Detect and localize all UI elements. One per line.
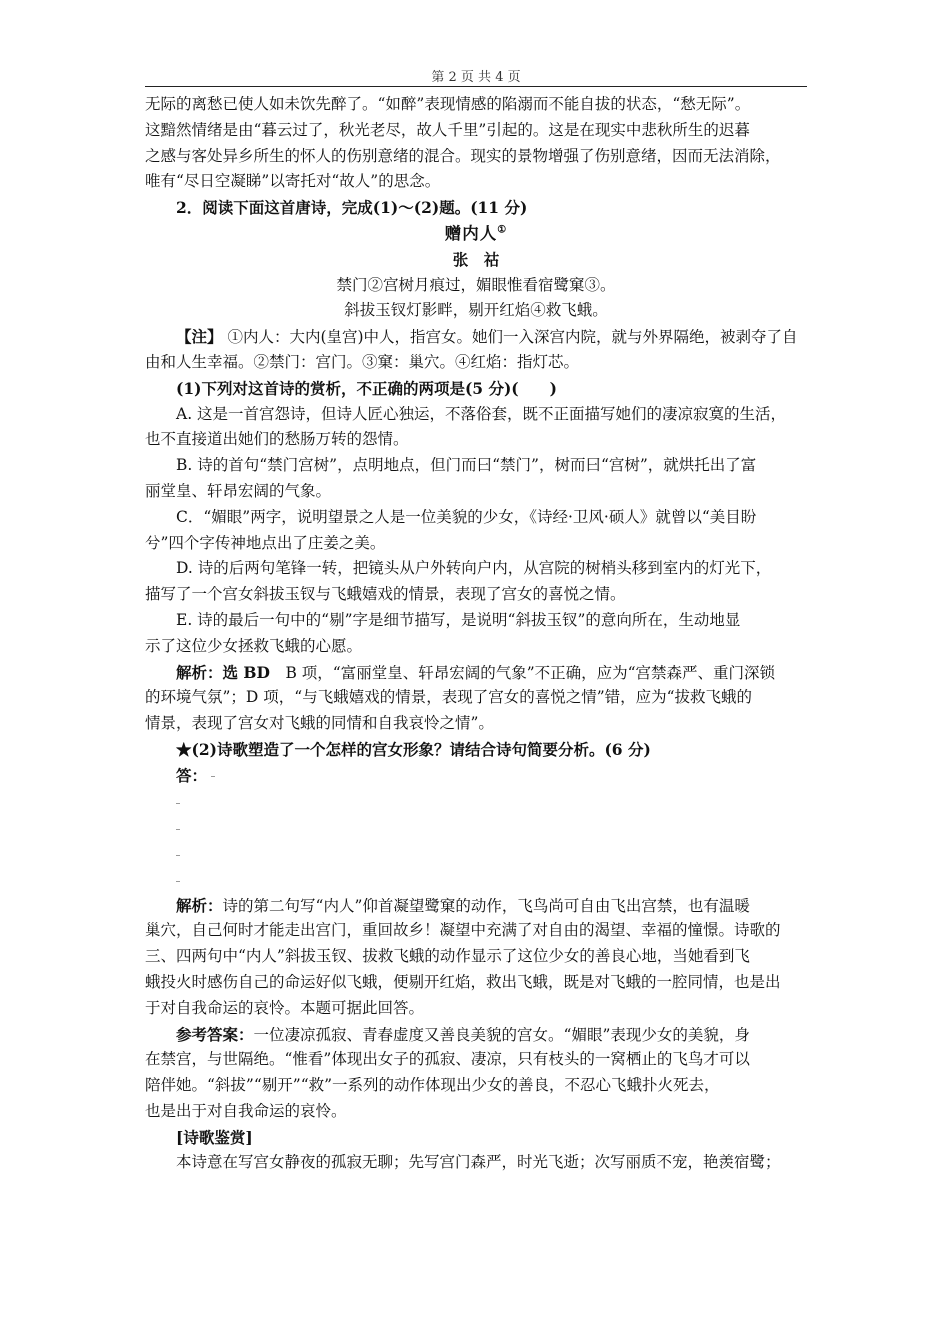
page-header: 第 2 页 共 4 页 xyxy=(431,70,521,85)
reference-answer xyxy=(145,1022,807,1048)
poem-title-footnote: ① xyxy=(497,224,508,236)
analysis-2-cont: 于对自我命运的哀怜。本题可据此回答。 xyxy=(145,998,425,1017)
text-line: 这黯然情绪是由“暮云过了，秋光老尽，故人千里”引起的。这是在现实中悲秋所生的迟暮 xyxy=(145,120,750,139)
analysis-2 xyxy=(145,893,807,919)
option-a: A. 这是一首宫怨诗，但诗人匠心独运，不落俗套，既不正面描写她们的凄凉寂寞的生活， xyxy=(176,404,787,423)
appreciation-heading: [诗歌鉴赏] xyxy=(176,1127,253,1147)
option-c-cont: 兮”四个字传神地点出了庄姜之美。 xyxy=(145,533,386,552)
document-body xyxy=(145,92,807,1176)
option-a-cont: 也不直接道出她们的愁肠万转的怨情。 xyxy=(145,430,409,449)
option-b-cont: 丽堂皇、轩昂宏阔的气象。 xyxy=(145,481,332,500)
option-e: E. 诗的最后一句中的“剔”字是细节描写，是说明“斜拔玉钗”的意向所在，生动地显 xyxy=(176,610,741,629)
reference-cont: 也是出于对自我命运的哀怜。 xyxy=(145,1101,347,1120)
answer-blank-mark xyxy=(211,776,215,777)
option-e-cont: 示了这位少女拯救飞蛾的心愿。 xyxy=(145,636,363,655)
note-line xyxy=(145,324,807,350)
reference-text: 一位凄凉孤寂、青春虚度又善良美貌的宫女。“媚眼”表现少女的美貌，身 xyxy=(253,1025,750,1044)
poem-line: 斜拔玉钗灯影畔，剔开红焰④救飞蛾。 xyxy=(344,301,608,320)
option-d-cont: 描写了一个宫女斜拔玉钗与飞蛾嬉戏的情景，表现了宫女的喜悦之情。 xyxy=(145,585,626,604)
analysis-text: B 项，“富丽堂皇、轩昂宏阔的气象”不正确，应为“宫禁森严、重门深锁 xyxy=(269,663,776,682)
answer-line xyxy=(145,763,807,789)
appreciation-text: 本诗意在写宫女静夜的孤寂无聊；先写宫门森严，时光飞逝；次写丽质不宠，艳羡宿鹭； xyxy=(176,1153,781,1172)
sub-question-2: ★(2)诗歌塑造了一个怎样的宫女形象？请结合诗句简要分析。(6 分) xyxy=(176,739,651,759)
text-line: 唯有“尽日空凝睇”以寄托对“故人”的思念。 xyxy=(145,172,441,191)
analysis-label: 解析：选 BD xyxy=(176,662,270,682)
answer-blank[interactable] xyxy=(145,789,807,815)
header-rule xyxy=(145,86,807,87)
analysis-2-cont: 三、四两句中“内人”斜拔玉钗、拔救飞蛾的动作显示了这位少女的善良心地，当她看到飞 xyxy=(145,947,750,966)
question-2-heading: 2．阅读下面这首唐诗，完成(1)～(2)题。(11 分) xyxy=(176,198,528,218)
answer-blank[interactable] xyxy=(145,841,807,867)
text-line: 无际的离愁已使人如未饮先醉了。“如醉”表现情感的陷溺而不能自拔的状态，“愁无际”。 xyxy=(145,95,751,113)
poem-author: 张 祜 xyxy=(452,249,500,269)
sub-question-1: (1)下列对这首诗的赏析，不正确的两项是(5 分)( ) xyxy=(176,378,557,398)
analysis-2-cont: 巢穴，自己何时才能走出宫门，重回故乡！凝望中充满了对自由的渴望、幸福的憧憬。诗歌的 xyxy=(145,921,781,940)
analysis-text: 诗的第二句写“内人”仰首凝望鹭窠的动作，飞鸟尚可自由飞出宫禁，也有温暖 xyxy=(222,896,750,915)
analysis-label: 解析： xyxy=(176,895,223,915)
answer-blank[interactable] xyxy=(145,815,807,841)
answer-label: 答： xyxy=(176,765,208,785)
text-line: 之感与客处异乡所生的怀人的伤别意绪的混合。现实的景物增强了伤别意绪，因而无法消除， xyxy=(145,146,781,165)
option-c: C．“媚眼”两字，说明望景之人是一位美貌的少女，《诗经·卫风·硕人》就曾以“美目盼 xyxy=(176,507,757,526)
reference-cont: 陪伴她。“斜拔”“剔开”“救”一系列的动作体现出少女的善良，不忍心飞蛾扑火死去， xyxy=(145,1076,720,1095)
answer-blank[interactable] xyxy=(145,867,807,893)
analysis-2-cont: 蛾投火时感伤自己的命运好似飞蛾，便剔开红焰，救出飞蛾，既是对飞蛾的一腔同情，也是出 xyxy=(145,972,781,991)
analysis-1-cont: 情景，表现了宫女对飞蛾的同情和自我哀怜之情”。 xyxy=(145,714,494,733)
note-text: ①内人：大内(皇宫)中人，指宫女。她们一入深宫内院，就与外界隔绝，被剥夺了自 xyxy=(227,328,798,347)
poem-title-text: 赠内人 xyxy=(444,223,498,243)
option-b: B. 诗的首句“禁门宫树”，点明地点，但门而曰“禁门”，树而曰“宫树”，就烘托出了富 xyxy=(176,456,757,475)
option-d: D. 诗的后两句笔锋一转，把镜头从户外转向户内，从宫院的树梢头移到室内的灯光下， xyxy=(176,559,772,578)
analysis-1-cont: 的环境气氛”；D 项，“与飞蛾嬉戏的情景，表现了宫女的喜悦之情”错，应为“拔救飞蛾的 xyxy=(145,688,753,707)
reference-cont: 在禁宫，与世隔绝。“惟看”体现出女子的孤寂、凄凉，只有枝头的一窝栖止的飞鸟才可以 xyxy=(145,1050,750,1069)
poem-title xyxy=(145,221,807,247)
note-label: 【注】 xyxy=(176,327,223,347)
analysis-1 xyxy=(145,660,807,686)
note-line: 由和人生幸福。②禁门：宫门。③窠：巢穴。④红焰：指灯芯。 xyxy=(145,352,580,371)
reference-label: 参考答案： xyxy=(176,1024,254,1044)
poem-line: 禁门②宫树月痕过，媚眼惟看宿鹭窠③。 xyxy=(336,275,616,294)
